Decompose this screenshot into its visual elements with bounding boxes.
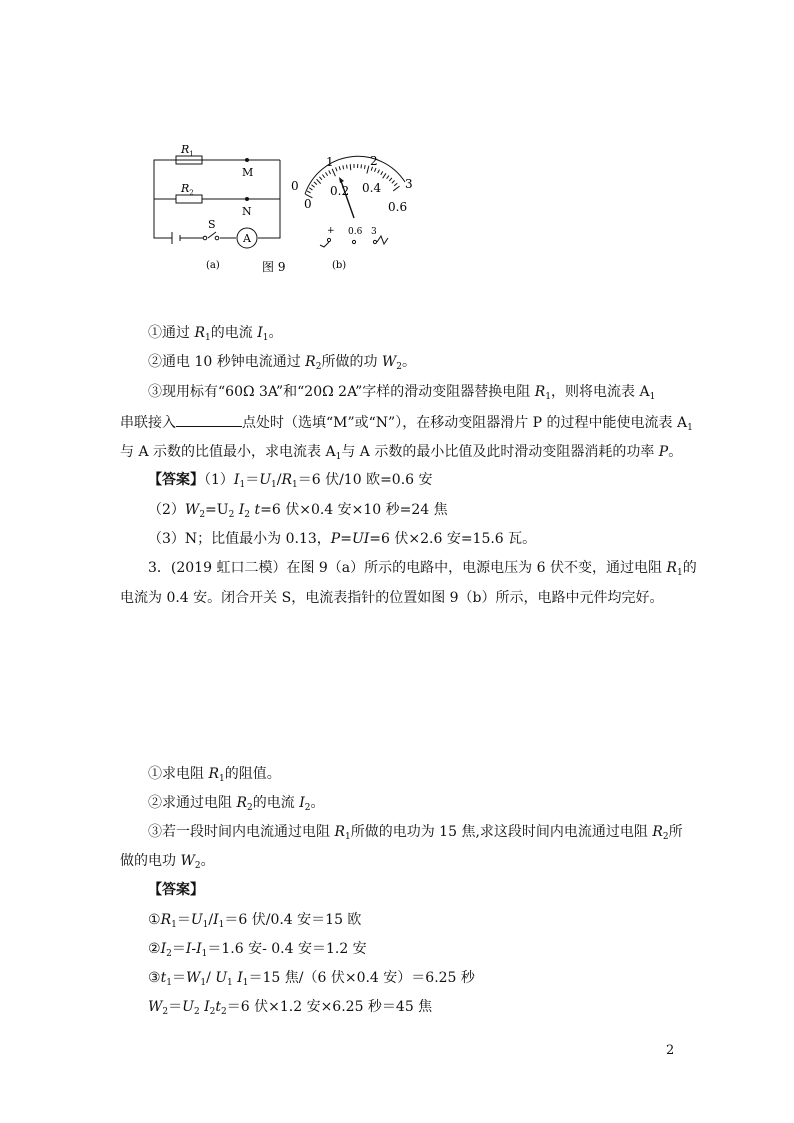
dial-tick bbox=[343, 165, 344, 169]
dial-tick bbox=[350, 164, 351, 170]
dial-inner-label-0: 0 bbox=[304, 197, 312, 211]
dial-tick bbox=[332, 169, 335, 176]
q3-intro-line-1: 3．(2019 虹口二模）在图 9（a）所示的电路中，电源电压为 6 伏不变，通过电阻 $R_1$的 bbox=[148, 560, 697, 578]
q3-part-1: ①求电阻 $R_1$的阻值。 bbox=[148, 766, 281, 784]
dial-scale-arc bbox=[305, 156, 405, 194]
dial-tick bbox=[393, 186, 399, 191]
node-n bbox=[245, 197, 249, 201]
subcaption-b: (b) bbox=[332, 260, 347, 271]
circuit-diagram-a bbox=[154, 156, 280, 248]
ammeter-dial-b bbox=[291, 154, 413, 271]
label-n: N bbox=[242, 205, 252, 218]
wire-3 bbox=[377, 236, 388, 244]
dial-tick bbox=[326, 172, 328, 175]
label-r2: $R_2$ bbox=[181, 182, 194, 197]
q3-part-2: ②求通过电阻 $R_2$的电流 $I_2$。 bbox=[148, 795, 325, 813]
dial-tick bbox=[329, 171, 331, 175]
dial-tick bbox=[374, 168, 375, 172]
label-s: S bbox=[208, 218, 216, 231]
terminal-3-post bbox=[373, 240, 376, 243]
dial-tick bbox=[317, 179, 321, 183]
dial-tick bbox=[378, 170, 380, 174]
q2-part-2: ②通电 10 秒钟电流通过 $R_2$所做的功 $W_2$。 bbox=[148, 354, 417, 372]
q3-answer-1: $①R_1=U_1/I_1=6$ 伏/0.4 安＝15 欧 bbox=[148, 912, 362, 930]
q3-answer-label: 【答案】 bbox=[148, 882, 204, 898]
dial-tick bbox=[381, 171, 383, 174]
figure-9-drawing bbox=[148, 143, 428, 280]
dial-tick bbox=[383, 173, 386, 178]
subcaption-a: (a) bbox=[206, 260, 220, 271]
dial-needle-tip bbox=[339, 177, 344, 183]
dial-inner-label-0-4: 0.4 bbox=[362, 181, 382, 195]
q2-part-3-line-3: 与 A 示数的比值最小，求电流表 $A_1$与 A 示数的最小比值及此时滑动变阻器消耗的功率 P。 bbox=[120, 444, 683, 462]
q3-answer-3: $③t_1=W_1/$ $U_1$ $I_1=15$ 焦/（6 伏×0.4 安）＝6.25 秒 bbox=[148, 970, 475, 988]
dial-tick bbox=[314, 182, 317, 185]
dial-tick bbox=[394, 183, 397, 186]
figure-caption: 图 9 bbox=[262, 260, 286, 274]
dial-outer-label-3: 3 bbox=[405, 177, 413, 191]
dial-outer-label-0: 0 bbox=[291, 179, 299, 193]
dial-tick bbox=[311, 185, 314, 188]
terminal-plus: + bbox=[327, 226, 335, 236]
answer-blank[interactable] bbox=[176, 412, 242, 427]
dial-tick bbox=[319, 177, 322, 180]
node-m bbox=[245, 158, 249, 162]
dial-inner-label-0-2: 0.2 bbox=[330, 184, 350, 198]
page-number: 2 bbox=[666, 1043, 675, 1058]
dial-inner-label-0-6: 0.6 bbox=[388, 200, 408, 214]
dial-tick bbox=[307, 191, 310, 193]
terminal-plus-post bbox=[327, 238, 330, 241]
label-r1: $R_1$ bbox=[181, 143, 194, 158]
dial-tick bbox=[336, 167, 337, 171]
dial-tick bbox=[367, 166, 369, 174]
dial-tick bbox=[364, 165, 365, 169]
wire-plus bbox=[320, 242, 329, 247]
q2-answer-label: 【答案】$(1)I_1=U_1/R_1=6$ 伏/10 欧=0.6 安 bbox=[148, 472, 433, 490]
terminal-0-6-post bbox=[352, 240, 355, 243]
figure-9 bbox=[148, 143, 428, 280]
dial-ticks bbox=[305, 164, 399, 198]
q2-part-3-line-1: ③现用标有“60Ω 3A”和“20Ω 2A”字样的滑动变阻器替换电阻 $R_1$，则将电流表 $A_1$ bbox=[148, 384, 656, 402]
label-m: M bbox=[242, 166, 254, 179]
dial-outer-label-2: 2 bbox=[370, 154, 378, 168]
label-ammeter: A bbox=[243, 232, 251, 245]
switch-s-contact-2 bbox=[215, 236, 219, 240]
dial-tick bbox=[389, 178, 392, 181]
dial-tick bbox=[339, 166, 340, 170]
q3-intro-line-2: 电流为 0.4 安。闭合开关 S，电流表指针的位置如图 9（b）所示，电路中元件均完好。 bbox=[120, 590, 664, 606]
terminal-3: 3 bbox=[371, 227, 377, 237]
dial-tick bbox=[392, 180, 395, 183]
q2-part-3-line-2: 串联接入 点处时（选填“M”或“N”），在移动变阻器滑片 P 的过程中能使电流表 $A_1$ bbox=[120, 412, 680, 433]
terminal-0-6: 0.6 bbox=[348, 227, 363, 237]
q3-part-3-line-2: 做的电功 $W_2$。 bbox=[120, 853, 215, 871]
q3-answer-2: $②I_2=I-I_1=1.6$ 安- 0.4 安＝1.2 安 bbox=[148, 941, 367, 959]
dial-tick bbox=[322, 174, 324, 177]
dial-tick bbox=[347, 165, 348, 169]
q3-part-3-line-1: ③若一段时间内电流通过电阻 $R_1$所做的电功为 15 焦,求这段时间内电流通过电阻 $R_2$所 bbox=[148, 824, 683, 842]
dial-outer-label-1: 1 bbox=[326, 155, 334, 169]
switch-s-contact bbox=[203, 236, 207, 240]
q3-answer-4: $W_2=U_2$ $I_2t_2=6$ 伏×1.2 安×6.25 秒＝45 焦 bbox=[148, 999, 433, 1017]
dial-tick bbox=[309, 188, 312, 190]
dial-tick bbox=[387, 176, 389, 179]
q2-answer-3: （3）N；比值最小为 0.13，P=UI=6 伏×2.6 安=15.6 瓦。 bbox=[148, 531, 537, 547]
q2-answer-2: $(2)W_2=U_2$ $I_2$ t=6 伏×0.4 安×10 秒=24 焦 bbox=[148, 502, 448, 520]
q2-part-1: ①通过 $R_1$的电流 $I_1$。 bbox=[148, 325, 283, 343]
